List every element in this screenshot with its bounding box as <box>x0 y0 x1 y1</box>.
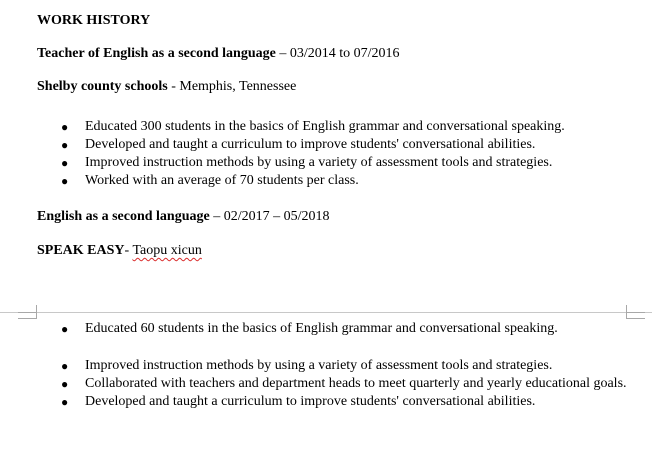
bullet-icon: ● <box>61 322 69 336</box>
list-item-text: Educated 60 students in the basics of English grammar and conversational speaking. <box>85 321 558 336</box>
job2-location-prefix: - <box>124 243 133 258</box>
list-item-text: Developed and taught a curriculum to improve students' conversational abilities. <box>85 137 536 152</box>
job2-employer-line <box>37 242 202 260</box>
list-item <box>0 118 645 136</box>
list-item-text: Improved instruction methods by using a variety of assessment tools and strategies. <box>85 358 553 373</box>
list-item-text: Developed and taught a curriculum to improve students' conversational abilities. <box>85 394 536 409</box>
job2-dates: – 02/2017 – 05/2018 <box>209 209 330 224</box>
bullet-icon: ● <box>61 138 69 152</box>
margin-corner-right-icon <box>626 305 645 319</box>
job2-title: English as a second language <box>37 209 210 224</box>
list-item-text: Worked with an average of 70 students per class. <box>85 173 359 188</box>
list-item <box>0 393 645 411</box>
list-item <box>0 154 645 172</box>
bullet-icon: ● <box>61 156 69 170</box>
job1-employer-line <box>37 78 296 96</box>
list-item-text: Improved instruction methods by using a variety of assessment tools and strategies. <box>85 155 553 170</box>
job1-employer: Shelby county schools <box>37 79 168 94</box>
job2-title-line <box>37 208 330 226</box>
job1-dates: – 03/2014 to 07/2016 <box>275 46 400 61</box>
margin-corner-left-icon <box>18 305 37 319</box>
list-item-text: Educated 300 students in the basics of English grammar and conversational speaking. <box>85 119 565 134</box>
bullet-icon: ● <box>61 395 69 409</box>
list-item <box>0 320 645 338</box>
list-item-text: Collaborated with teachers and department heads to meet quarterly and yearly educational goals. <box>85 376 627 391</box>
job2-location[interactable]: Taopu xicun <box>132 243 202 258</box>
list-item <box>0 375 645 393</box>
bullet-icon: ● <box>61 120 69 134</box>
page-break-rule <box>0 312 652 313</box>
section-heading: WORK HISTORY <box>37 13 151 28</box>
job2-employer: SPEAK EASY <box>37 243 125 258</box>
bullet-icon: ● <box>61 174 69 188</box>
job1-bullet-list <box>0 118 645 190</box>
bullet-icon: ● <box>61 377 69 391</box>
job2-bullet-list <box>0 320 645 411</box>
job1-title-line <box>37 45 400 63</box>
list-item <box>0 357 645 375</box>
job1-location: - Memphis, Tennessee <box>167 79 297 94</box>
page-break <box>0 302 652 322</box>
list-item <box>0 172 645 190</box>
job1-title: Teacher of English as a second language <box>37 46 276 61</box>
list-item <box>0 136 645 154</box>
bullet-icon: ● <box>61 359 69 373</box>
